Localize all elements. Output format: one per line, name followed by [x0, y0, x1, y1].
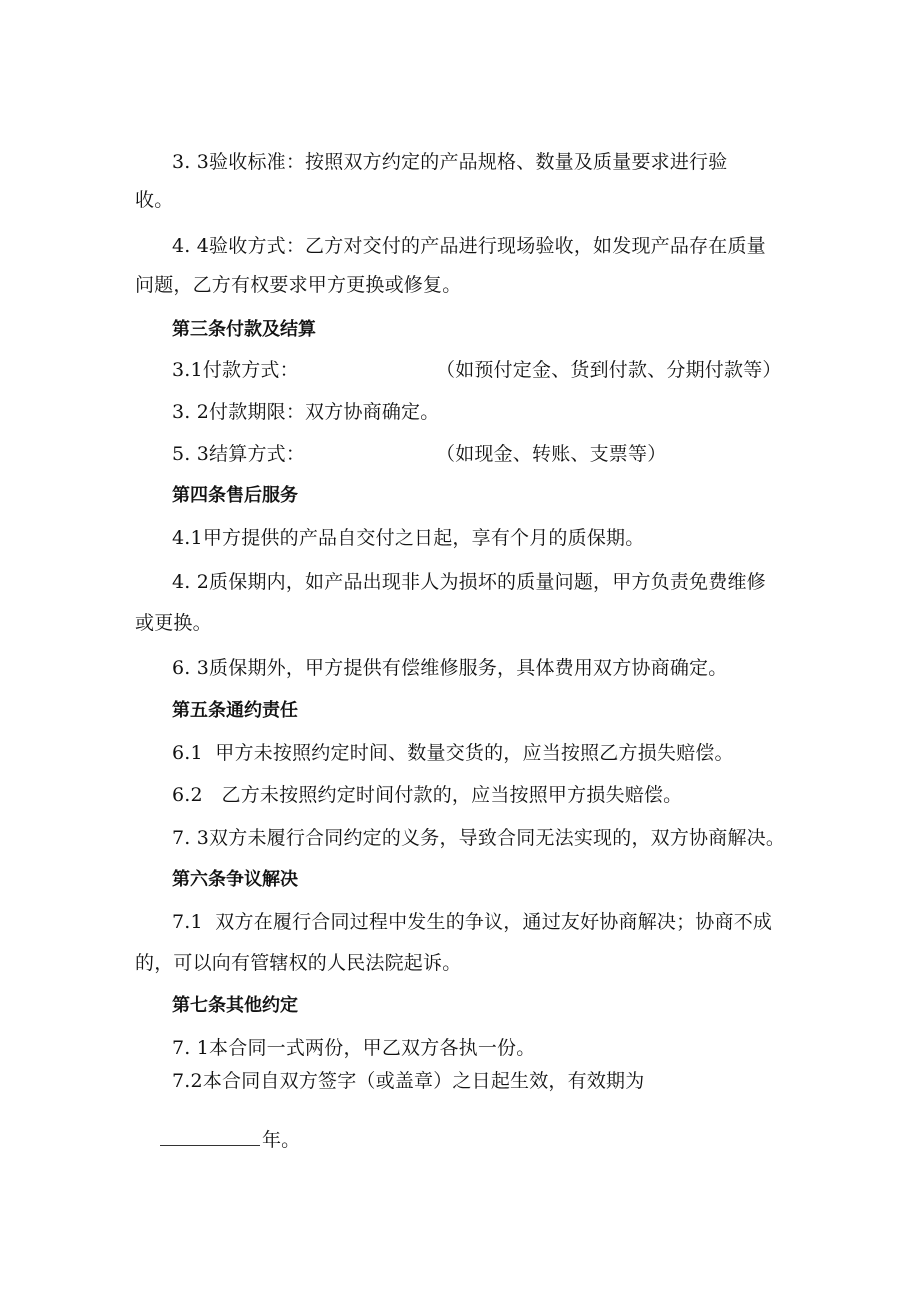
clause-4-2-line-2: 或更换。: [135, 612, 212, 634]
clause-7-1-line-2: 的，可以向有管辖权的人民法院起诉。: [135, 952, 462, 974]
clause-4-4-line-2: 问题，乙方有权要求甲方更换或修复。: [135, 274, 462, 296]
clause-7-1-b: 7. 1本合同一式两份，甲乙双方各执一份。: [172, 1037, 536, 1059]
clause-3-1-label: 3.1付款方式：: [172, 359, 299, 381]
clause-3-3-line-1: 3. 3验收标准：按照双方约定的产品规格、数量及质量要求进行验: [172, 151, 728, 173]
clause-6-1: 6.1 甲方未按照约定时间、数量交货的，应当按照乙方损失赔偿。: [172, 742, 734, 764]
clause-4-2-line-1: 4. 2质保期内，如产品出现非人为损坏的质量问题，甲方负责免费维修: [172, 571, 766, 593]
clause-7-3: 7. 3双方未履行合同约定的义务，导致合同无法实现的，双方协商解决。: [172, 827, 786, 849]
clause-6-3: 6. 3质保期外，甲方提供有偿维修服务，具体费用双方协商确定。: [172, 657, 728, 679]
section-heading-5: 第五条通约责任: [172, 700, 298, 721]
clause-3-1-note: （如预付定金、货到付款、分期付款等）: [436, 359, 782, 381]
clause-6-2: 6.2 乙方未按照约定时间付款的，应当按照甲方损失赔偿。: [172, 784, 683, 806]
clause-7-2-line-2: [135, 1103, 300, 1176]
clause-3-2: 3. 2付款期限：双方协商确定。: [172, 401, 440, 423]
clause-7-1-line-1: 7.1 双方在履行合同过程中发生的争议，通过友好协商解决；协商不成: [172, 911, 773, 933]
clause-4-1: 4.1甲方提供的产品自交付之日起，享有个月的质保期。: [172, 527, 645, 549]
clause-7-2-line-1: 7.2本合同自双方签字（或盖章）之日起生效，有效期为: [172, 1070, 645, 1092]
clause-5-3-label: 5. 3结算方式：: [172, 443, 306, 465]
validity-years-suffix: 年。: [261, 1129, 301, 1151]
clause-3-3-line-2: 收。: [135, 189, 174, 211]
clause-5-3-note: （如现金、转账、支票等）: [436, 443, 667, 465]
validity-years-blank[interactable]: [160, 1127, 260, 1146]
clause-4-4-line-1: 4. 4验收方式：乙方对交付的产品进行现场验收，如发现产品存在质量: [172, 235, 766, 257]
section-heading-6: 第六条争议解决: [172, 869, 298, 890]
section-heading-7: 第七条其他约定: [172, 995, 298, 1016]
section-heading-4: 第四条售后服务: [172, 485, 298, 506]
section-heading-3: 第三条付款及结算: [172, 319, 316, 340]
